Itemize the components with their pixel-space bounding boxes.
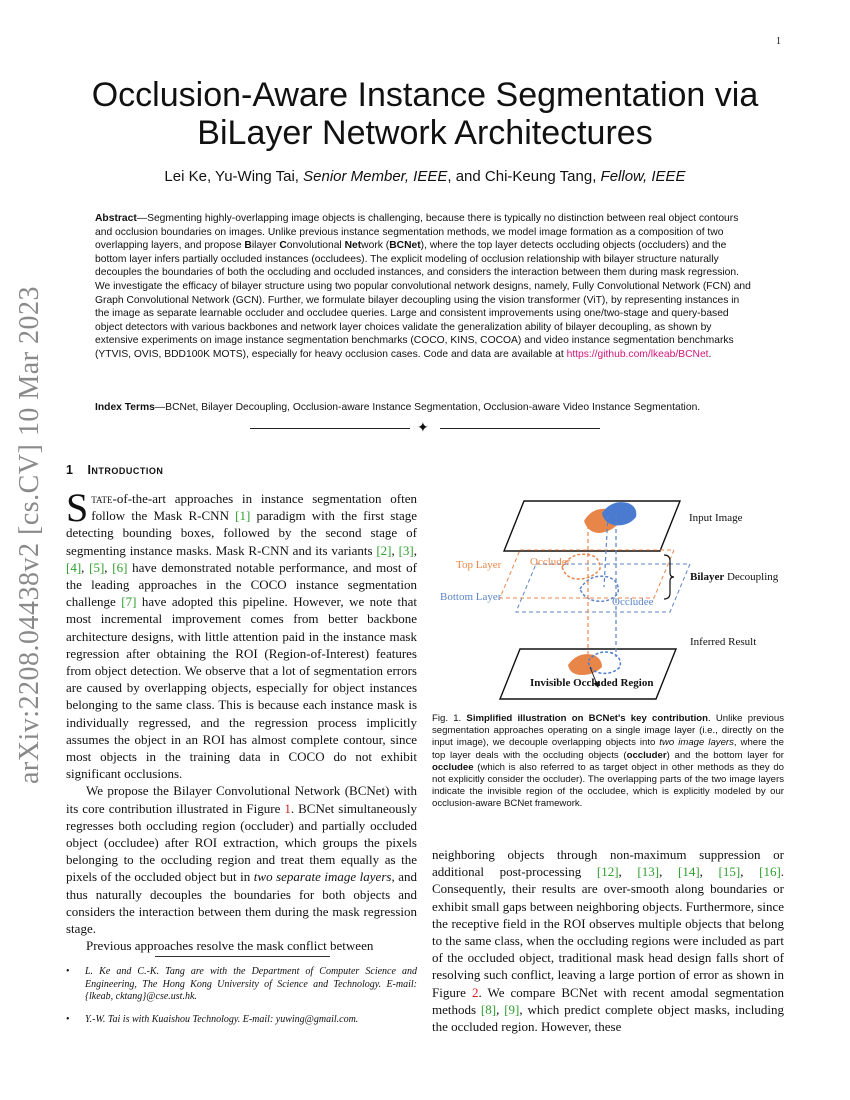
body-text: . Consequently, their results are over-smooth along boundaries or exhibit small gaps between neighboring objects. Furthermore, since the receptive field in the ROI observes multiple objects that belong to the same class, when the occluding regions were included as part of the occluded object, traditional mask head design falls short of resolving such conflict, leaving a large portion of error as shown in Figure bbox=[432, 864, 785, 1000]
citation-link[interactable]: [16] bbox=[759, 864, 781, 880]
caption-bold: occludee bbox=[432, 761, 474, 773]
citation-link[interactable]: [1] bbox=[235, 508, 251, 524]
citation-link[interactable]: [13] bbox=[637, 864, 660, 880]
abstract-bold: Net bbox=[344, 240, 362, 252]
citation-link[interactable]: [14] bbox=[677, 864, 700, 880]
footnotes bbox=[66, 966, 417, 1036]
abstract-bold: C bbox=[279, 240, 287, 252]
footnote-text: L. Ke and C.-K. Tang are with the Department of Computer Science and Engineering, The Hong Kong University of Science and Technology. E-mail: {lkeab, cktang}@cse.ust.hk. bbox=[85, 966, 417, 1002]
citation-link[interactable]: [6] bbox=[112, 559, 128, 575]
caption-bold: occluder bbox=[626, 749, 667, 761]
citation-link[interactable]: [3] bbox=[398, 542, 414, 558]
citation-link[interactable]: [2] bbox=[376, 542, 392, 558]
dropcap: S bbox=[66, 485, 89, 530]
caption-label: Fig. 1. bbox=[432, 713, 467, 724]
footnote-1 bbox=[66, 966, 417, 1004]
body-text: -of-the-art approaches in instance segmentation often follow the Mask R-CNN bbox=[91, 491, 417, 524]
footnote-2 bbox=[66, 1014, 417, 1027]
body-text: have adopted this pipeline. However, we note that most incremental improvement comes from better backbone architecture designs, with little attention paid in the instance mask regression after obtaining the ROI (Region-of-Interest) features from object detection. We observe that a lot of segmentation errors are caused by overlapping objects, especially for object instances belonging to the same class. This is because each instance mask is individually regressed, and the regression process implicitly assumes the object in an ROI has almost complete contour, since most objects in the training data in COCO do not exhibit significant occlusions. bbox=[66, 594, 417, 782]
abstract-text: —Segmenting highly-overlapping image objects is challenging, because there is typically no distinction between real object contours and occlusion boundaries on images. Unlike previous instance segmentation methods, we model image formation as a composition of two overlapping layers, and propose bbox=[95, 213, 739, 252]
label-bilayer-rest: Decoupling bbox=[724, 571, 779, 583]
input-birds bbox=[584, 502, 636, 533]
label-inferred-result: Inferred Result bbox=[690, 636, 757, 648]
body-text: have demonstrated notable performance, and most of the leading approaches in the COCO instance segmentation challenge bbox=[66, 559, 417, 610]
citation-link[interactable]: [12] bbox=[596, 864, 619, 880]
caption-text: . Unlike previous segmentation approaches operating on a single image layer (i.e., directly on the input image), we decouple overlapping objects into bbox=[432, 713, 784, 749]
abstract-text: . bbox=[708, 348, 712, 360]
caption-italic: two image layers bbox=[659, 737, 734, 749]
label-input-image: Input Image bbox=[689, 512, 743, 524]
paper-title bbox=[60, 76, 790, 152]
caption-bold: Simplified illustration on BCNet's key contribution bbox=[466, 713, 708, 724]
index-terms-text: —BCNet, Bilayer Decoupling, Occlusion-aware Instance Segmentation, Occlusion-aware Video Instance Segmentation. bbox=[154, 402, 701, 413]
footnote-rule bbox=[155, 956, 330, 957]
intro-paragraph-3: Previous approaches resolve the mask conflict between bbox=[86, 938, 374, 954]
author-line bbox=[60, 168, 790, 185]
bullet-icon: • bbox=[66, 966, 70, 977]
label-invisible-region: Invisible Occluded Region bbox=[530, 677, 654, 689]
figure-ref-link[interactable]: 2 bbox=[471, 984, 479, 1000]
abstract bbox=[95, 212, 755, 362]
bullet-icon: • bbox=[66, 1013, 70, 1025]
citation-link[interactable]: [9] bbox=[504, 1001, 520, 1017]
body-text: We propose the Bilayer Convolutional Network (BCNet) with its core contribution illustrated in Figure bbox=[66, 783, 417, 816]
author-2-role: Fellow, IEEE bbox=[600, 168, 686, 185]
arxiv-identifier-stamp bbox=[0, 285, 60, 785]
label-bottom-layer: Bottom Layer bbox=[440, 591, 502, 603]
section-number: 1 bbox=[66, 463, 74, 477]
label-top-layer: Top Layer bbox=[456, 559, 502, 571]
abstract-text: ilayer bbox=[251, 240, 280, 252]
body-text: paradigm with the first stage detecting bounding boxes, followed by the second stage of segmenting instance masks. Mask R-CNN and its variants bbox=[66, 508, 417, 558]
left-column bbox=[66, 485, 418, 954]
smallcaps-word: tate bbox=[91, 491, 113, 506]
caption-text: , where the top layer deals with the occluding objects ( bbox=[432, 737, 784, 761]
figure-ref-link[interactable]: 1 bbox=[284, 800, 291, 816]
body-text: . We compare BCNet with recent amodal segmentation methods bbox=[432, 984, 784, 1017]
abstract-bold: BCNet bbox=[389, 240, 421, 252]
section-title: Introduction bbox=[87, 463, 164, 477]
inferred-birds bbox=[568, 652, 620, 675]
bilayer-brace bbox=[664, 555, 674, 599]
divider-line-right bbox=[440, 428, 600, 429]
label-occludee: Occludee bbox=[612, 596, 654, 608]
caption-text: (which is also referred to as target object in other methods as they do not explicitly consider the occluder). The overlapping parts of the two image layers indicate the invisible region of the occludee, which is explicitly modeled by our occlusion-aware BCNet framework. bbox=[432, 761, 784, 810]
label-bilayer-decoupling bbox=[690, 571, 778, 583]
citation-link[interactable]: [5] bbox=[89, 559, 105, 575]
intro-paragraph-1: State-of-the-art approaches in instance segmentation often follow the Mask R-CNN [1] paradigm with the first stage detecting bounding boxes, followed by the second stage of segmenting instance masks. Mask R-CNN and its variants [2], [3], [4], [5], [6] have demonstrated notable performance, and most of the leading approaches in the COCO instance segmentation challenge [7] have adopted this pipeline. However, we note that most incremental improvement comes from better backbone architecture designs, with little attention paid in the instance mask regression after obtaining the ROI (Region-of-Interest) features from object detection. We observe that a lot of segmentation errors are caused by overlapping objects, especially for object instances belonging to the same class. This is because each instance mask is individually regressed, and the regression process implicitly assumes the object in an ROI has almost complete contour, since most objects in the training data in COCO do not exhibit significant occlusions. bbox=[66, 485, 418, 782]
citation-link[interactable]: [7] bbox=[121, 594, 137, 610]
footnote-text: Y.-W. Tai is with Kuaishou Technology. E-mail: yuwing@gmail.com. bbox=[85, 1013, 359, 1025]
label-occluder: Occluder bbox=[530, 556, 571, 568]
body-text: , and thus naturally decouples the boundaries for both objects and considers the interaction between them during the mask regression stage. bbox=[66, 869, 417, 937]
title-line-2: BiLayer Network Architectures bbox=[197, 114, 653, 152]
body-text: . BCNet simultaneously regresses both occluding region (occluder) and partially occluded object (occludee) after ROI extraction, which groups the pixels belonging to the occluding region and treat them equally as the pixels of the occluded object but in bbox=[66, 800, 417, 885]
section-heading bbox=[66, 463, 163, 477]
bottom-layer-plane bbox=[516, 564, 690, 612]
abstract-label: Abstract bbox=[95, 213, 137, 224]
abstract-bold: B bbox=[244, 240, 252, 252]
divider-star-icon: ✦ bbox=[417, 421, 429, 436]
author-1-role: Senior Member, IEEE bbox=[303, 168, 448, 185]
right-paragraph: neighboring objects through non-maximum suppression or additional post-processing [12], [13], [14], [15], [16]. Consequently, their results are over-smooth along boundaries or exhibit small gaps between neighboring objects. Furthermore, since the receptive field in the ROI observes multiple objects that belong to the same class, when the occluding regions were included as part of the occluded object, traditional mask head design falls short of resolving such conflict, leaving a large portion of error as shown in Figure 2. We compare BCNet with recent amodal segmentation methods [8], [9], which predict complete object masks, including the occluded region. However, these bbox=[432, 847, 785, 1035]
intro-paragraph-2 bbox=[66, 782, 417, 937]
citation-link[interactable]: [15] bbox=[718, 864, 741, 880]
right-column bbox=[432, 846, 784, 1035]
title-line-1: Occlusion-Aware Instance Segmentation via bbox=[91, 76, 759, 114]
abstract-text: ), where the top layer detects occluding objects (occluders) and the bottom layer infers partially occluded instances (occludees). The explicit modeling of occlusion relationship with bilayer structure naturally decouples the boundaries of both the occluding and occluded instances, and considers the interaction between them during mask regression. We investigate the efficacy of bilayer structure using two popular convolutional network designs, namely, Fully Convolutional Network (FCN) and Graph Convolutional Network (GCN). Further, we formulate bilayer decoupling using the vision transformer (ViT), by representing instances in the image as separate learnable occluder and occludee queries. Large and consistent improvements using one/two-stage and query-based object detectors with various backbones and network layer choices validate the generalization ability of bilayer decoupling, as shown by extensive experiments on image instance segmentation benchmarks (COCO, KINS, COCOA) and video instance segmentation benchmarks (YTVIS, OVIS, BDD100K MOTS), especially for heavy occlusion cases. Code and data are available at bbox=[95, 240, 751, 360]
page-number: 1 bbox=[776, 36, 781, 47]
label-bilayer-bold: Bilayer bbox=[690, 571, 725, 583]
section-divider bbox=[250, 421, 600, 437]
figure-caption bbox=[432, 713, 784, 811]
arxiv-id-text: arXiv:2208.04438v2 [cs.CV] 10 Mar 2023 bbox=[14, 285, 45, 785]
abstract-text: work ( bbox=[361, 240, 390, 252]
body-italic: two separate image layers bbox=[253, 869, 392, 885]
divider-line-left bbox=[250, 428, 410, 429]
figure-1 bbox=[432, 485, 784, 700]
body-text: neighboring objects through non-maximum suppression or additional post-processing bbox=[432, 847, 784, 880]
body-text: , which predict complete object masks, including the occluded region. However, these bbox=[432, 1001, 784, 1035]
author-1: Lei Ke, Yu-Wing Tai, bbox=[164, 168, 304, 185]
index-terms bbox=[95, 401, 755, 415]
index-terms-label: Index Terms bbox=[95, 402, 155, 413]
top-layer-plane bbox=[500, 550, 674, 598]
code-link[interactable]: https://github.com/lkeab/BCNet bbox=[566, 348, 709, 360]
abstract-text: onvolutional bbox=[286, 240, 345, 252]
author-2: , and Chi-Keung Tang, bbox=[447, 168, 601, 185]
citation-link[interactable]: [4] bbox=[66, 559, 82, 575]
citation-link[interactable]: [8] bbox=[480, 1001, 497, 1017]
caption-text: ) and the bottom layer for bbox=[666, 749, 784, 761]
